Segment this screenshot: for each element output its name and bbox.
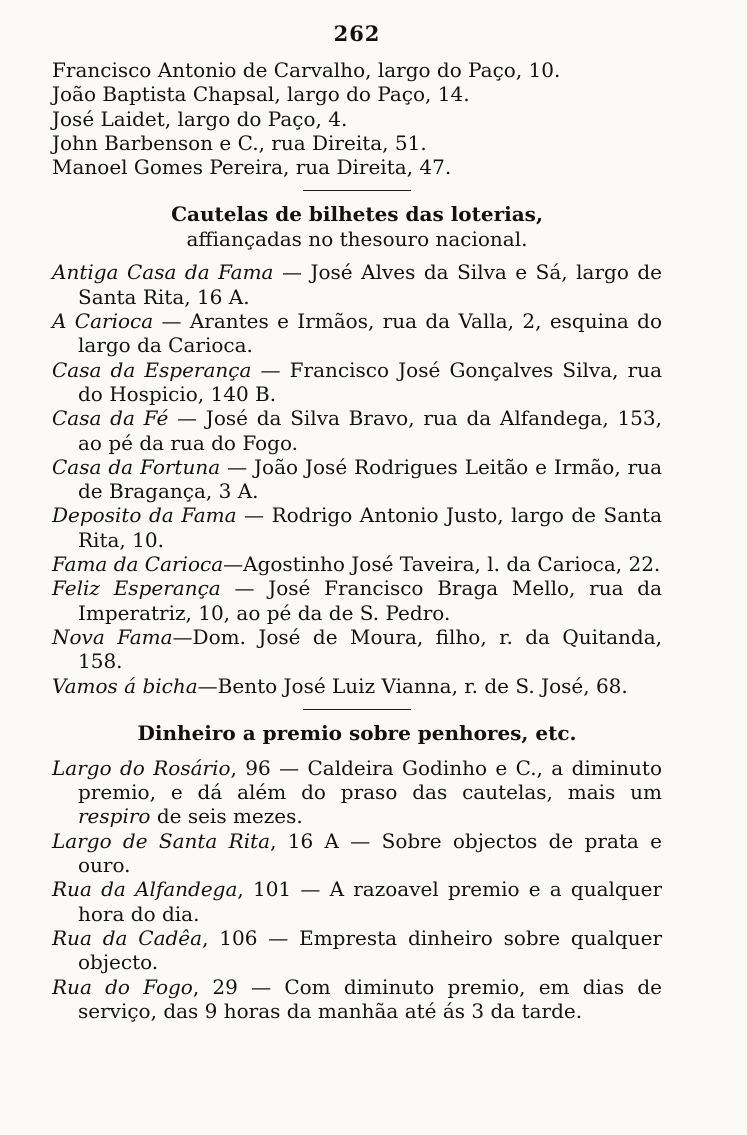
lender-details-end: de seis mezes. xyxy=(150,804,303,829)
lender-details-italic: respiro xyxy=(78,804,151,829)
lender-details: , 16 A — Sobre objectos de prata e ouro. xyxy=(78,828,662,878)
pawn-entry xyxy=(52,926,662,975)
lottery-entry xyxy=(52,674,662,698)
section-title-pawn: Dinheiro a premio sobre penhores, etc. xyxy=(137,720,577,745)
pawn-entry xyxy=(52,877,662,926)
lottery-entry xyxy=(52,406,662,455)
address-line: José Laidet, largo do Paço, 4. xyxy=(52,106,348,131)
lottery-entry xyxy=(52,455,662,504)
pawn-entry xyxy=(52,829,662,878)
page-number: 262 xyxy=(333,21,381,46)
shop-name: Deposito da Fama xyxy=(52,503,237,528)
lottery-entry xyxy=(52,358,662,407)
shop-details: — José da Silva Bravo, rua da Alfandega, 153, ao pé da rua do Fogo. xyxy=(78,406,662,455)
shop-name: Antiga Casa da Fama xyxy=(52,260,274,285)
address-list xyxy=(52,58,662,179)
pawn-entry xyxy=(52,756,662,829)
shop-details: — Francisco José Gonçalves Silva, rua do Hospicio, 140 B. xyxy=(78,357,662,406)
shop-details: — Rodrigo Antonio Justo, largo de Santa Rita, 10. xyxy=(78,503,662,552)
shop-details: —Bento José Luiz Vianna, r. de S. José, 68. xyxy=(197,673,628,698)
shop-name: Nova Fama xyxy=(52,624,173,649)
shop-name: Casa da Fé xyxy=(52,406,169,431)
lottery-entry xyxy=(52,625,662,674)
lender-address: Largo do Rosário xyxy=(52,755,231,780)
lottery-shop-list xyxy=(52,260,662,697)
shop-details: — José Alves da Silva e Sá, largo de Santa Rita, 16 A. xyxy=(78,260,662,309)
address-line: John Barbenson e C., rua Direita, 51. xyxy=(52,130,427,155)
lender-address: Largo de Santa Rita xyxy=(52,828,271,853)
section-title-lotteries: Cautelas de bilhetes das loterias, xyxy=(171,202,543,227)
lender-details: , 29 — Com diminuto premio, em dias de serviço, das 9 horas da manhãa até ás 3 da tarde. xyxy=(78,974,662,1023)
pawn-lender-list xyxy=(52,756,662,1023)
shop-name: Fama da Carioca xyxy=(52,552,224,577)
pawn-entry xyxy=(52,975,662,1024)
shop-details: —Agostinho José Taveira, l. da Carioca, 22. xyxy=(223,552,661,577)
section-subtitle-lotteries: affiançadas no thesouro nacional. xyxy=(186,227,528,252)
shop-details: — Arantes e Irmãos, rua da Valla, 2, esquina do largo da Carioca. xyxy=(78,309,662,358)
lottery-entry xyxy=(52,552,662,576)
lender-details: , 96 — Caldeira Godinho e C., a diminuto premio, e dá além do praso das cautelas, mais um xyxy=(78,755,663,805)
shop-name: A Carioca xyxy=(52,309,154,334)
lottery-entry xyxy=(52,503,662,552)
shop-details: — João José Rodrigues Leitão e Irmão, rua de Bragança, 3 A. xyxy=(78,454,662,504)
shop-details: — José Francisco Braga Mello, rua da Imperatriz, 10, ao pé da de S. Pedro. xyxy=(78,576,662,625)
lottery-entry xyxy=(52,576,662,625)
shop-name: Feliz Esperança xyxy=(52,576,221,601)
lender-address: Rua da Cadêa xyxy=(52,925,203,950)
address-line: Francisco Antonio de Carvalho, largo do Paço, 10. xyxy=(52,58,561,82)
book-page xyxy=(52,22,662,1112)
shop-name: Casa da Fortuna xyxy=(52,454,221,479)
shop-details: —Dom. José de Moura, filho, r. da Quitanda, 158. xyxy=(78,624,662,674)
shop-name: Vamos á bicha xyxy=(52,673,198,698)
address-line: Manoel Gomes Pereira, rua Direita, 47. xyxy=(52,155,452,180)
lottery-entry xyxy=(52,309,662,358)
lender-address: Rua do Fogo xyxy=(52,974,193,999)
section-divider xyxy=(303,709,411,710)
shop-name: Casa da Esperança xyxy=(52,357,252,382)
lender-details: , 106 — Empresta dinheiro sobre qualquer objecto. xyxy=(78,925,663,975)
address-line: João Baptista Chapsal, largo do Paço, 14. xyxy=(52,82,470,107)
lender-details: , 101 — A razoavel premio e a qualquer hora do dia. xyxy=(78,877,663,926)
lottery-entry xyxy=(52,260,662,309)
lender-address: Rua da Alfandega xyxy=(52,877,238,902)
section-divider xyxy=(303,190,411,191)
